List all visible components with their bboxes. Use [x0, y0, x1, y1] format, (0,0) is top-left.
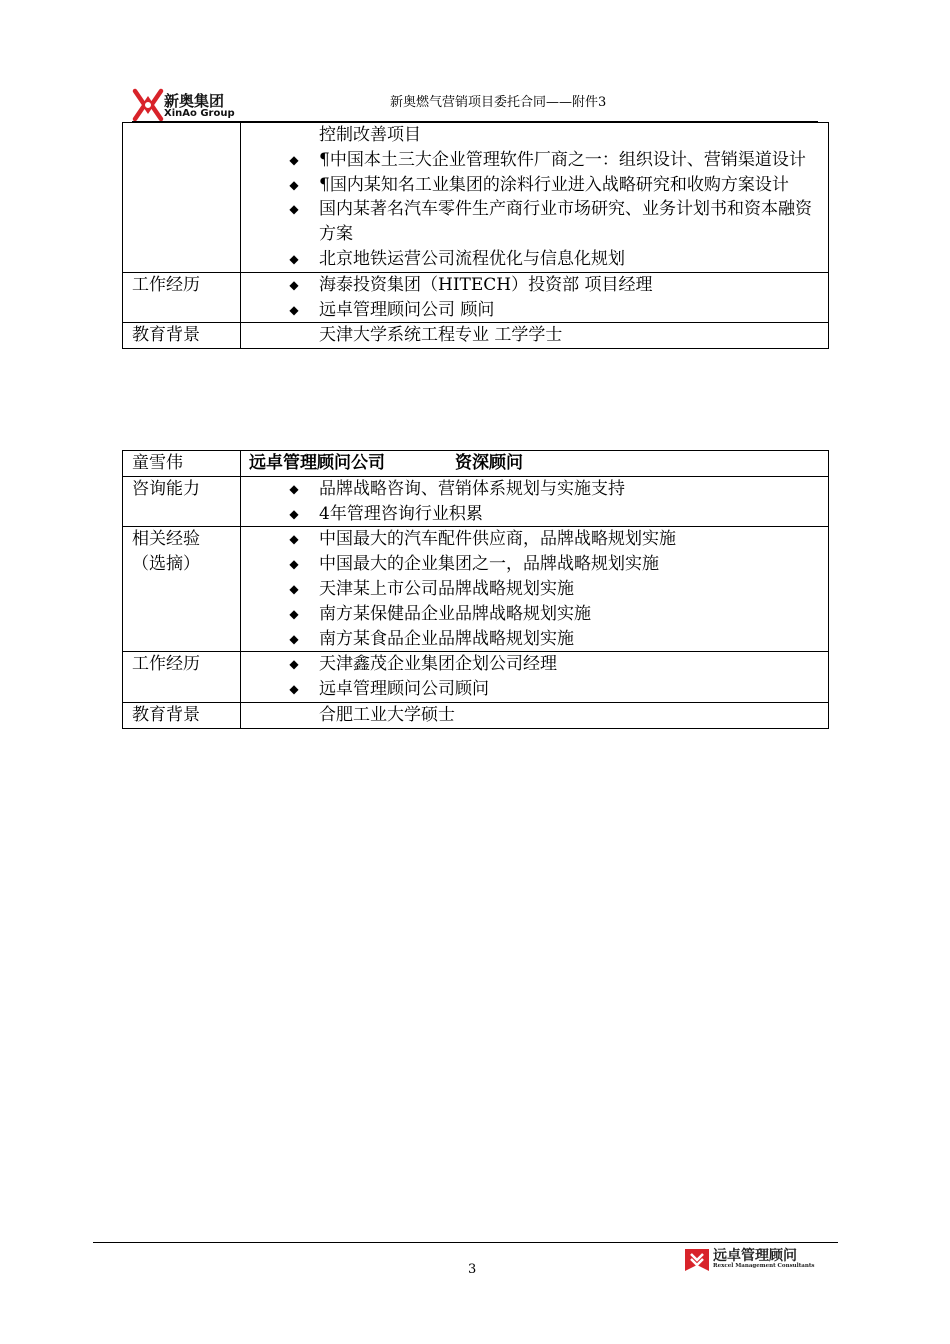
diamond-bullet-icon: ◆: [289, 177, 299, 192]
row-label: 教育背景: [123, 323, 241, 349]
row-content: [241, 123, 829, 273]
diamond-bullet-icon: ◆: [289, 682, 299, 697]
xinao-logo: [132, 88, 235, 122]
list-item: ◆ 天津某上市公司品牌战略规划实施: [249, 577, 822, 602]
footer-rule: [93, 1242, 838, 1243]
consultant-position: 资深顾问: [455, 453, 523, 473]
resume-table-1: [122, 122, 829, 349]
consultant-company: 远卓管理顾问公司: [249, 453, 385, 473]
list-item: ◆ 中国最大的汽车配件供应商，品牌战略规划实施: [249, 527, 822, 552]
xinao-logo-mark-icon: [132, 88, 164, 122]
list-item: ◆ 海泰投资集团（HITECH）投资部 项目经理: [249, 273, 822, 298]
table-row: [123, 272, 829, 323]
diamond-bullet-icon: ◆: [289, 506, 299, 521]
diamond-bullet-icon: ◆: [289, 532, 299, 547]
diamond-bullet-icon: ◆: [289, 302, 299, 317]
diamond-bullet-icon: ◆: [289, 277, 299, 292]
list-item: ◆ 南方某保健品企业品牌战略规划实施: [249, 602, 822, 627]
row-label-sub: （选摘）: [132, 554, 200, 575]
diamond-bullet-icon: ◆: [289, 251, 299, 266]
row-content: [241, 702, 829, 728]
row-content: [241, 476, 829, 527]
list-item: ◆ 远卓管理顾问公司 顾问: [249, 298, 822, 323]
diamond-bullet-icon: ◆: [289, 657, 299, 672]
document-header-title: 新奥燃气营销项目委托合同——附件3: [390, 95, 607, 110]
table-row: [123, 323, 829, 349]
row-content: [241, 323, 829, 349]
rexcel-logo: [683, 1245, 823, 1275]
table-row: [123, 527, 829, 652]
education-text: 合肥工业大学硕士: [319, 704, 455, 725]
diamond-bullet-icon: ◆: [289, 631, 299, 646]
row-label: [123, 123, 241, 273]
rexcel-logo-en: Rexcel Management Consultants: [713, 1263, 815, 1269]
list-item: ◆ ¶国内某知名工业集团的涂料行业进入战略研究和收购方案设计: [249, 173, 822, 198]
list-item-continuation: 控制改善项目: [319, 125, 421, 145]
table-row: [123, 123, 829, 273]
consultant-name: 童雪伟: [123, 451, 241, 477]
row-label: 相关经验 （选摘）: [123, 527, 241, 652]
row-label: 工作经历: [123, 272, 241, 323]
diamond-bullet-icon: ◆: [289, 481, 299, 496]
table-row: [123, 652, 829, 703]
row-label: 咨询能力: [123, 476, 241, 527]
list-item: ◆ 品牌战略咨询、营销体系规划与实施支持: [249, 477, 822, 502]
page-number: 3: [468, 1262, 477, 1277]
row-content: [241, 527, 829, 652]
diamond-bullet-icon: ◆: [289, 581, 299, 596]
xinao-logo-en: XinAo Group: [164, 108, 235, 119]
list-item: ◆ 南方某食品企业品牌战略规划实施: [249, 627, 822, 652]
row-content: [241, 272, 829, 323]
list-item: ◆ 北京地铁运营公司流程优化与信息化规划: [249, 247, 822, 272]
consultant-title: [241, 451, 829, 477]
table-row: [123, 451, 829, 477]
diamond-bullet-icon: ◆: [289, 606, 299, 621]
list-item: ◆ 中国最大的企业集团之一，品牌战略规划实施: [249, 552, 822, 577]
list-item: ◆ 远卓管理顾问公司顾问: [249, 677, 822, 702]
row-label: 教育背景: [123, 702, 241, 728]
row-label: 工作经历: [123, 652, 241, 703]
rexcel-logo-cn: 远卓管理顾问: [713, 1248, 797, 1264]
table-row: [123, 476, 829, 527]
list-item: ◆ 国内某著名汽车零件生产商行业市场研究、业务计划书和资本融资方案: [289, 199, 812, 245]
education-text: 天津大学系统工程专业 工学学士: [319, 325, 563, 346]
list-item: ◆ 天津鑫茂企业集团企划公司经理: [249, 652, 822, 677]
list-item: ◆ 4年管理咨询行业积累: [249, 502, 822, 527]
diamond-bullet-icon: ◆: [289, 202, 299, 217]
diamond-bullet-icon: ◆: [289, 152, 299, 167]
xinao-logo-cn: 新奥集团: [164, 92, 225, 110]
row-content: [241, 652, 829, 703]
resume-table-2: [122, 450, 829, 729]
rexcel-logo-mark-icon: [683, 1245, 711, 1273]
list-item: ◆ ¶中国本土三大企业管理软件厂商之一：组织设计、营销渠道设计: [249, 148, 822, 173]
table-row: [123, 702, 829, 728]
diamond-bullet-icon: ◆: [289, 557, 299, 572]
